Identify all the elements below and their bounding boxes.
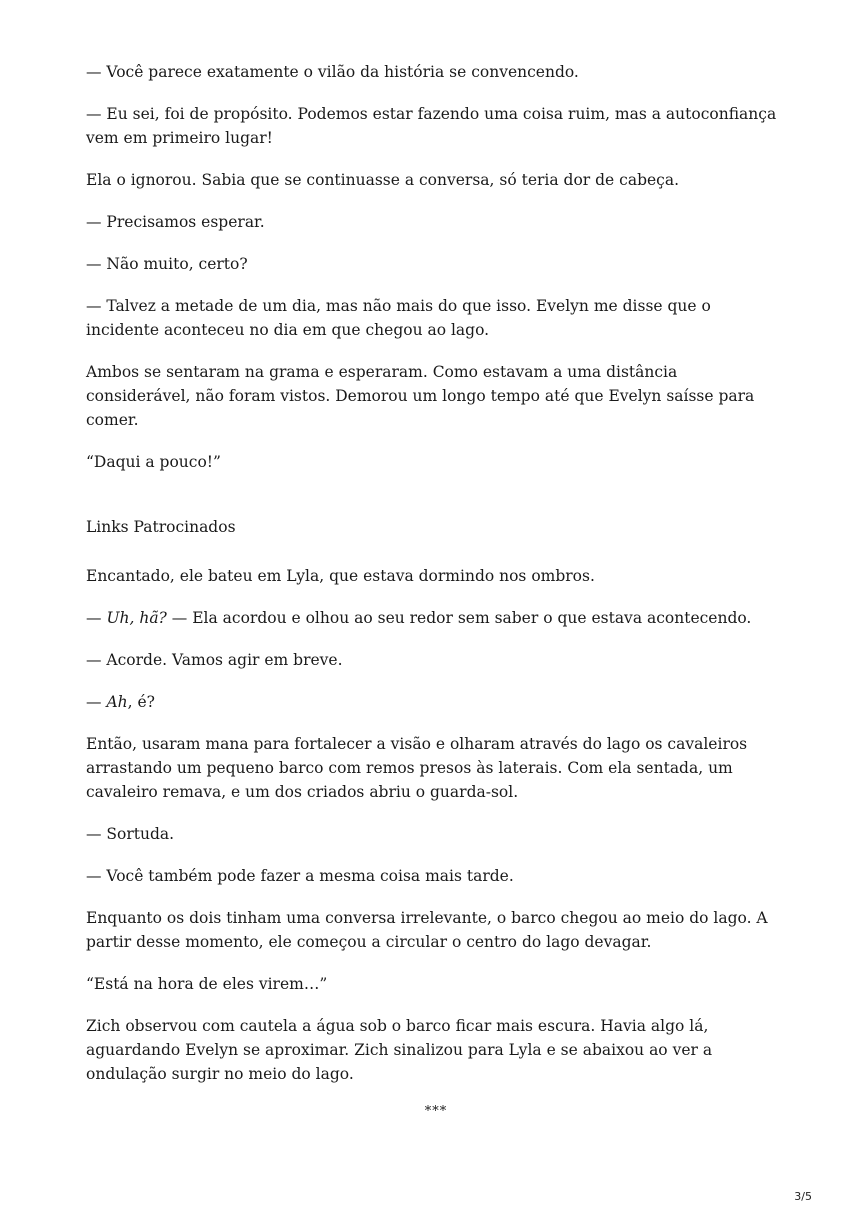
paragraph-12-rest: , é? — [127, 693, 155, 711]
paragraph-4: — Precisamos esperar. — [86, 213, 265, 231]
paragraph-15: — Você também pode fazer a mesma coisa mais tarde. — [86, 867, 514, 885]
sponsored-links-label[interactable]: Links Patrocinados — [86, 518, 236, 536]
paragraph-6: — Talvez a metade de um dia, mas não mais do que isso. Evelyn me disse que o incidente aconteceu no dia em que chegou ao lago. — [86, 297, 711, 339]
paragraph-16: Enquanto os dois tinham uma conversa irrelevante, o barco chegou ao meio do lago. A partir desse momento, ele começou a circular o centro do lago devagar. — [86, 909, 768, 951]
paragraph-10-dash: — — [86, 609, 107, 627]
document-body — [86, 60, 786, 1119]
paragraph-18: Zich observou com cautela a água sob o barco ficar mais escura. Havia algo lá, aguardando Evelyn se aproximar. Zich sinalizou para Lyla e se abaixou ao ver a ondulação surgir no meio do lago. — [86, 1017, 713, 1083]
paragraph-8: “Daqui a pouco!” — [86, 453, 221, 471]
paragraph-10 — [86, 606, 786, 630]
paragraph-7: Ambos se sentaram na grama e esperaram. Como estavam a uma distância considerável, não foram vistos. Demorou um longo tempo até que Evelyn saísse para comer. — [86, 363, 755, 429]
paragraph-11: — Acorde. Vamos agir em breve. — [86, 651, 343, 669]
paragraph-5: — Não muito, certo? — [86, 255, 248, 273]
paragraph-12 — [86, 690, 786, 714]
paragraph-14: — Sortuda. — [86, 825, 175, 843]
paragraph-9: Encantado, ele bateu em Lyla, que estava dormindo nos ombros. — [86, 567, 595, 585]
page-number: 3/5 — [794, 1190, 812, 1203]
paragraph-1: — Você parece exatamente o vilão da história se convencendo. — [86, 63, 579, 81]
paragraph-10-rest: — Ela acordou e olhou ao seu redor sem saber o que estava acontecendo. — [166, 609, 752, 627]
paragraph-12-italic: Ah — [106, 693, 128, 711]
scene-separator: *** — [424, 1104, 448, 1119]
paragraph-3: Ela o ignorou. Sabia que se continuasse a conversa, só teria dor de cabeça. — [86, 171, 680, 189]
paragraph-17: “Está na hora de eles virem…” — [86, 975, 328, 993]
paragraph-2: — Eu sei, foi de propósito. Podemos estar fazendo uma coisa ruim, mas a autoconfiança vem em primeiro lugar! — [86, 105, 777, 147]
paragraph-12-dash: — — [86, 693, 107, 711]
paragraph-10-italic: Uh, hã? — [106, 609, 167, 627]
paragraph-13: Então, usaram mana para fortalecer a visão e olharam através do lago os cavaleiros arrastando um pequeno barco com remos presos às laterais. Com ela sentada, um cavaleiro remava, e um dos criados abriu o guarda-sol. — [86, 735, 748, 801]
